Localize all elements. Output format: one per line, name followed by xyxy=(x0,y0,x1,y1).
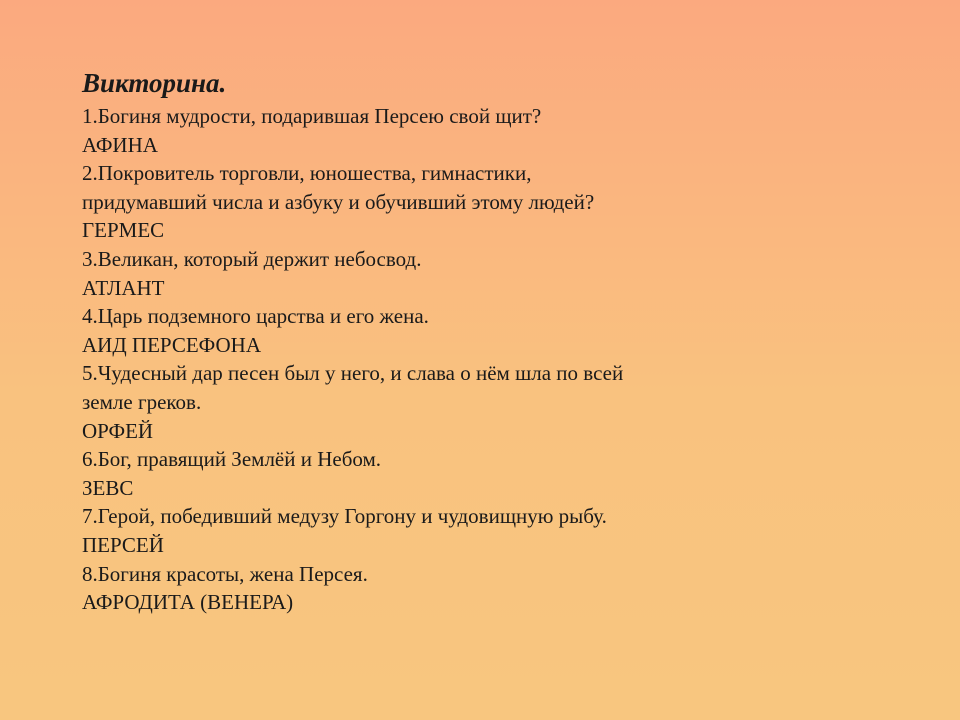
question-2-line-2: придумавший числа и азбуку и обучивший этому людей? xyxy=(82,189,595,214)
question-7: 7.Герой, победивший медузу Горгону и чудовищную рыбу. xyxy=(82,504,607,529)
answer-4: АИД ПЕРСЕФОНА xyxy=(82,332,262,357)
question-6: 6.Бог, правящий Землёй и Небом. xyxy=(82,447,382,472)
answer-6: ЗЕВС xyxy=(82,475,134,500)
answer-2: ГЕРМЕС xyxy=(82,218,165,243)
question-1: 1.Богиня мудрости, подарившая Персею свой щит? xyxy=(82,104,542,128)
answer-7: ПЕРСЕЙ xyxy=(82,532,164,557)
answer-8: АФРОДИТА (ВЕНЕРА) xyxy=(82,590,294,615)
question-4: 4.Царь подземного царства и его жена. xyxy=(82,304,429,329)
answer-1: АФИНА xyxy=(82,132,158,157)
question-5-line-1: 5.Чудесный дар песен был у него, и слава о нём шла по всей xyxy=(82,361,624,386)
quiz-content xyxy=(82,64,902,617)
answer-5: ОРФЕЙ xyxy=(82,418,154,443)
question-5-line-2: земле греков. xyxy=(82,389,202,414)
question-3: 3.Великан, который держит небосвод. xyxy=(82,246,422,271)
question-8: 8.Богиня красоты, жена Персея. xyxy=(82,561,368,586)
quiz-title: Викторина. xyxy=(82,68,227,98)
question-2-line-1: 2.Покровитель торговли, юношества, гимнастики, xyxy=(82,161,532,186)
answer-3: АТЛАНТ xyxy=(82,275,165,300)
